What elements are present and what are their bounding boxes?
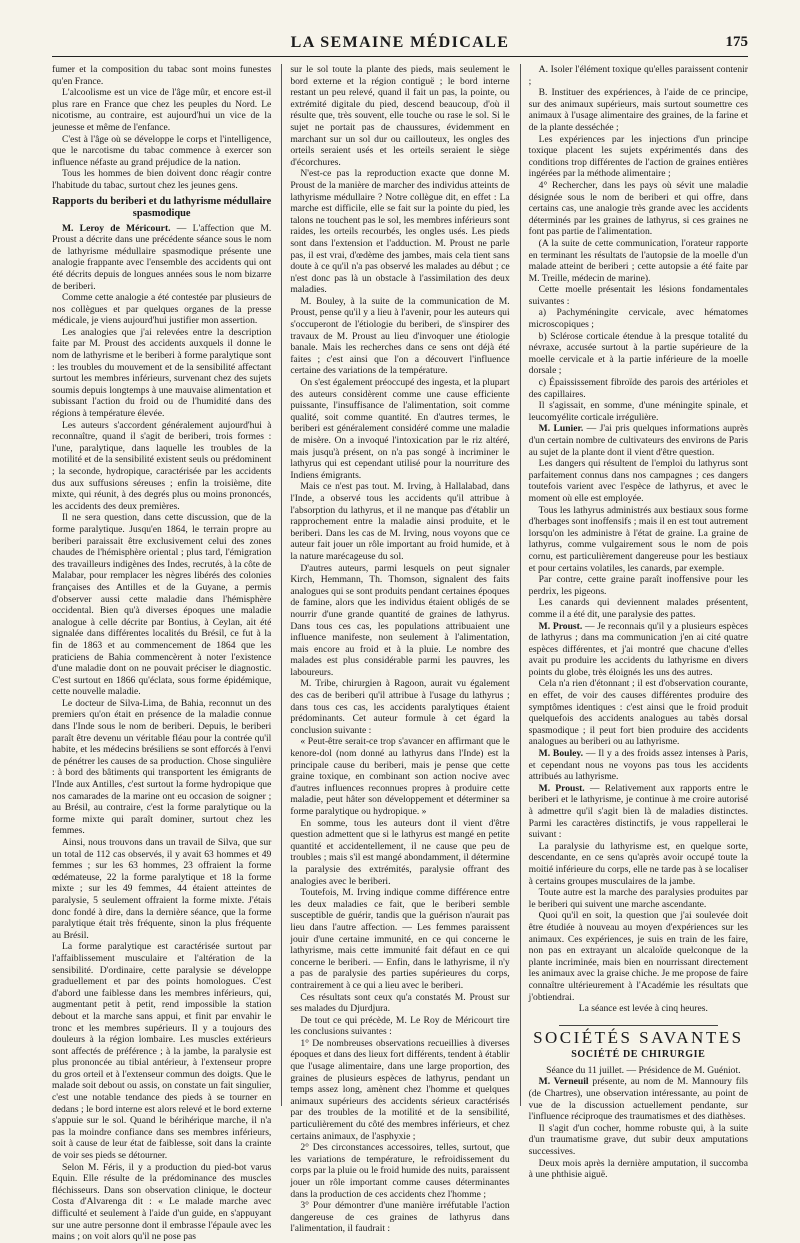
paragraph: Mais ce n'est pas tout. M. Irving, à Hallalabad, dans l'Inde, a observé tous les accidents qu'il attribue à l'absorption du lathyrus, et il ne manque pas d'établir un rapprochement entre la maladie ainsi produite, et le beriberi. Dans les cas de M. Irving, nous voyons que ce auteur fait jouer un rôle important au froid humide, et à la nature marécageuse du sol. xyxy=(290,481,510,562)
paragraph: Il s'agissait, en somme, d'une méningite spinale, et leucomyélite corticale irrégulière. xyxy=(528,400,748,423)
paragraph xyxy=(529,748,748,783)
paragraph: Les canards qui deviennent malades présentent, comme il a été dit, une paralysie des pattes. xyxy=(528,597,748,620)
column-left xyxy=(52,64,272,1243)
speaker-name: M. Proust. xyxy=(538,620,583,632)
paragraph: La forme paralytique est caractérisée surtout par l'affaiblissement musculaire et l'altération de la sensibilité. D'ordinaire, cette paralysie se développe graduellement et par des points homologues. C'est d'abord une faiblesse dans les membres inférieurs, qui, augmentant petit à petit, rend impossible la station debout et la marche sans appui, et finit par envahir le tronc et les membres supérieurs. Il y a toujours des douleurs à la région lombaire. Les muscles extérieurs sont affectés de préférence ; à la jambe, la paralysie est plus prononcée au tibial antérieur, à l'extenseur propre du gros orteil et à l'extenseur commun des doigts. Que le malade soit debout ou assis, on constate un fait singulier, c'est une notable tendance des pieds à se tourner en dedans ; le bord interne est alors relevé et le bord externe s'appuie sur le sol. Quand le bérihérique marche, il n'a pas la moindre confiance dans ses membres inférieurs, soit à cause de leur état de faiblesse, soit dans la crainte de voir ses pieds se détourner. xyxy=(52,941,272,1162)
paragraph: La paralysie du lathyrisme est, en quelque sorte, descendante, en ce sens qu'après avoir occupé toute la moitié inférieure du corps, elle ne tarde pas à se localiser à certains groupes musculaires de la jambe. xyxy=(528,840,748,887)
page-header xyxy=(52,34,748,57)
paragraph: Cette moelle présentait les lésions fondamentales suivantes : xyxy=(528,284,748,307)
society-name: SOCIÉTÉ DE CHIRURGIE xyxy=(571,1049,706,1061)
paragraph: sur le sol toute la plante des pieds, mais seulement le bord externe et la région contiguë ; le bord interne restant un peu relevé, quand il fait un pas, la pointe, ou extrémité digitale du pied, descend beaucoup, d'où il résulte que, très souvent, elle touche ou rase le sol. Si le sujet ne portait pas de chaussures, évidemment en marchant sur un sol dur ou caillouteux, les ongles des orteils seraient usés et les orteils seraient le siège d'écorchures. xyxy=(290,64,510,168)
running-title: LA SEMAINE MÉDICALE xyxy=(290,34,510,51)
text-columns xyxy=(52,64,748,1243)
paragraph: (A la suite de cette communication, l'orateur rapporte en terminant les résultats de l'autopsie de la moelle d'un malade atteint de beriberi ; cette autopsie a été faite par M. Treille, médecin de marine). xyxy=(528,237,748,284)
paragraph: 4° Rechercher, dans les pays où sévit une maladie désignée sous le nom de beriberi et qui offre, dans certains cas, une analogie très grande avec les accidents déterminés par les graines de lathyrus, si ces graines ne font pas partie de l'alimentation. xyxy=(528,179,748,238)
paragraph: Selon M. Féris, il y a production du pied-bot varus Equin. Elle résulte de la prédominance des muscles fléchisseurs. Dans son observation clinique, le docteur Costa d'Alvarenga dit : « Le malade marche avec difficulté et seulement à l'aide d'un guide, en s'appuyant sur une autre personne dont il embrasse l'épaule avec les mains ; on voit alors qu'il ne pose pas xyxy=(52,1161,272,1243)
paragraph-text: — Je reconnais qu'il y a plusieurs espèces de lathyrus ; dans ma communication j'en ai cité quatre espèces différentes, et j'ai montré que chacune d'elles avait pu produire les accidents du lathyrisme en divers points du globe, très éloignés les uns des autres. xyxy=(528,620,748,678)
list-item: a) Pachyméningite cervicale, avec hématomes microscopiques ; xyxy=(528,307,748,331)
paragraph: N'est-ce pas la reproduction exacte que donne M. Proust de la manière de marcher des individus atteints de lathyrisme médullaire ? Notre collègue dit, en effet : La marche est difficile, elle se fait sur la pointe du pied, les talons ne touchent pas le sol, les membres inférieurs sont raides, les orteils recourbés, les ongles usés. Les pieds sont dans l'extension et l'adduction. M. Proust ne parle pas, il est vrai, d'œdème des jambes, mais cela tient sans doute à ce qu'il n'a pas observé les malades au début ; ce n'est donc pas là un obstacle à l'assimilation des deux maladies. xyxy=(290,168,510,296)
paragraph: Tous les hommes de bien doivent donc réagir contre l'habitude du tabac, surtout chez les jeunes gens. xyxy=(52,168,272,191)
paragraph: Les dangers qui résultent de l'emploi du lathyrus sont parfaitement connus dans nos campagnes ; ces dangers toutefois varient avec l'espèce de lathyrus, et avec le moment où elle est employée. xyxy=(528,458,748,504)
paragraph: D'autres auteurs, parmi lesquels on peut signaler Kirch, Hemmann, Th. Thomson, signalent des faits analogues qui se sont produits pendant certaines époques de famine, alors que les individus étaient obligés de se nourrir d'une grande quantité de graines de lathyrus. Dans tous ces cas, les populations attribuaient une influence manifeste, non seulement à l'alimentation, mais encore au froid et à la pluie. Le nombre des malades est plus considérable parmi les pauvres, les laboureurs. xyxy=(290,562,510,678)
paragraph: Comme cette analogie a été contestée par plusieurs de nos collègues et par quelques organes de la presse médicale, je viens aujourd'hui justifier mon assertion. xyxy=(52,292,272,327)
paragraph: Tous les lathyrus administrés aux bestiaux sous forme d'herbages sont inoffensifs ; mais il en est tout autrement lorsqu'on les administre à l'état de graine. La graine de lathyrus, comme vulgairement sous le nom de pois cornu, est particulièrement dangereuse pour les bestiaux et pour certains volatiles, les canards, par exemple. xyxy=(528,504,748,574)
speaker-name: M. Verneuil xyxy=(538,1076,589,1088)
column-middle xyxy=(281,64,510,1235)
session-closing: La séance est levée à cinq heures. xyxy=(578,1003,708,1015)
paragraph: 3° Pour démontrer d'une manière irréfutable l'action dangereuse de ces graines de lathyrus dans l'alimentation, il faudrait : xyxy=(290,1200,510,1235)
speaker-name: M. Lunier. xyxy=(538,423,584,435)
paragraph xyxy=(529,783,748,841)
section-heading: Rapports du beriberi et du lathyrisme médullaire spasmodique xyxy=(52,195,272,219)
paragraph: Les expériences par les injections d'un principe toxique placent les sujets expérimentés dans des conditions trop différentes de l'action de graines entières ingérées par la méthode alimentaire ; xyxy=(528,133,748,180)
paragraph-text: — Il y a des froids assez intenses à Paris, et cependant nous ne voyons pas tous les accidents attribués au lathyrisme. xyxy=(528,748,748,783)
paragraph: Il s'agit d'un cocher, homme robuste qui, à la suite d'un traumatisme grave, dut subir deux amputations successives. xyxy=(528,1122,748,1158)
paragraph-text: — L'affection que M. Proust a décrite dans une précédente séance sous le nom de lathyrisme médullaire spasmodique présente une analogie frappante avec l'ensemble des accidents qui ont été décrits depuis de longues années sous le nom bizarre de beriberi. xyxy=(52,222,272,292)
session-line: Séance du 11 juillet. — Présidence de M. Guéniot. xyxy=(546,1064,741,1076)
paragraph: C'est à l'âge où se développe le corps et l'intelligence, que le narcotisme du tabac commence à exercer son influence néfaste au grand préjudice de la nation. xyxy=(52,133,272,168)
section-divider xyxy=(559,1025,718,1026)
paragraph-text: — Relativement aux rapports entre le beriberi et le lathyrisme, je continue à me croire autorisé à admettre qu'il s'agit bien là de maladies distinctes. Parmi les caractères distinctifs, je vous rappellerai le suivant : xyxy=(528,782,748,841)
paragraph: On s'est également préoccupé des ingesta, et la plupart des auteurs considèrent comme une cause efficiente puissante, l'insuffisance de l'alimentation, soit comme qualité, soit comme quantité. En d'autres termes, le beriberi est généralement considéré comme une maladie de misère. On a invoqué l'intoxication par le riz altéré, mais jusqu'à présent, on n'a pas songé à incriminer le lathyrus qui est cependant utilisé pour la nourriture des Indiens émigrants. xyxy=(290,377,510,481)
paragraph: fumer et la composition du tabac sont moins funestes qu'en France. xyxy=(52,64,272,87)
quotation: « Peut-être serait-ce trop s'avancer en affirmant que le kenore-dol (nom donné au lathyrus dans l'Inde) est la principale cause du beriberi, mais je pense que cette graine toxique, en combinant son action nocive avec d'autres influences reconnues propres à produire cette maladie, peut hâter son développement et déterminer sa forme paralytique ou hydropique. » xyxy=(290,736,510,817)
paragraph: B. Instituer des expériences, à l'aide de ce principe, sur des animaux supérieurs, mais surtout soumettre ces animaux à l'usage alimentaire des graines, de la farine et de la plante desséchée ; xyxy=(528,87,748,133)
paragraph: De tout ce qui précède, M. Le Roy de Méricourt tire les conclusions suivantes : xyxy=(290,1014,510,1038)
paragraph: Les analogies que j'ai relevées entre la description faite par M. Proust des accidents auxquels il donne le nom de lathyrisme et le beriberi à forme paralytique sont : les troubles du mouvement et de la sensibilité affectant surtout les membres inférieurs, survenant chez des sujets soumis depuis longtemps à une mauvaise alimentation et subissant l'action du froid ou de l'humidité dans des régions à température élevée. xyxy=(52,326,272,420)
paragraph: Par contre, cette graine paraît inoffensive pour les perdrix, les pigeons. xyxy=(528,574,748,597)
list-item: b) Sclérose corticale étendue à la presque totalité du névraxe, accusée surtout à la partie supérieure de la moelle cervicale et à la partie inférieure de la moelle dorsale ; xyxy=(528,330,748,377)
paragraph xyxy=(529,1076,748,1122)
speaker-name: M. Bouley. xyxy=(538,748,584,760)
paragraph: 2° Des circonstances accessoires, telles, surtout, que les variations de température, le refroidissement du corps par la pluie ou le froid humide des nuits, paraissent jouer un rôle important comme causes déterminantes dans la production de ces accidents chez l'homme ; xyxy=(290,1142,510,1200)
paragraph: Cela n'a rien d'étonnant ; il est d'observation courante, en effet, de voir des causes différentes produire des symptômes identiques : c'est ainsi que le froid produit quelquefois des accidents analogues au tabès dorsal spasmodique ; il peut fort bien produire des accidents analogues au beriberi ou au lathyrisme. xyxy=(528,678,748,748)
paragraph: Toute autre est la marche des paralysies produites par le beriberi qui suivent une marche ascendante. xyxy=(528,887,748,910)
paragraph xyxy=(52,223,271,293)
paragraph: Quoi qu'il en soit, la question que j'ai soulevée doit être étudiée à nouveau au moyen d'expériences sur les animaux. Ces expériences, je suis en train de les faire, non pas en extrayant un alcaloïde quelconque de la plante incriminée, mais bien en nourrissant directement les animaux avec la graise chiche. Je me propose de faire connaître ultérieurement à l'Académie les résultats que j'obtiendrai. xyxy=(528,910,748,1003)
paragraph: Il ne sera question, dans cette discussion, que de la forme paralytique. Jusqu'en 1864, le terrain propre au beriberi paraissait être exclusivement celui des zones chaudes de l'hémisphère oriental ; plus tard, l'émigration des travailleurs indigènes des Indes, recrutés, à la côte de Malabar, pour remplacer les nègres libérés des colonies françaises des Antilles et de la Guyane, a permis d'observer aussi cette maladie dans l'hémisphère occidental. Bien qu'à diverses époques une maladie analogue à celle décrite par Bontius, à Ceylan, ait été signalée dans différentes localités du Brésil, ce fut à la fin de 1863 et au commencement de 1864 que les praticiens de Bahia commencèrent à noter l'existence d'une maladie dont on ne pouvait préciser le diagnostic. C'est surtout en 1866 qu'éclata, sous forme épidémique, cette nouvelle maladie. xyxy=(52,512,272,698)
paragraph: Ainsi, nous trouvons dans un travail de Silva, que sur un total de 112 cas observés, il y avait 63 hommes et 49 femmes ; sur les 63 hommes, 23 offraient la forme œdémateuse, 22 la forme paralytique et 18 la forme mixte ; sur les 49 femmes, 44 étaient atteintes de paralysie, 5 seulement offraient la forme mixte. J'étais donc fondé à dire, dans la dernière séance, que la forme paralytique était très fréquente, sinon la plus fréquente au Brésil. xyxy=(52,837,272,941)
paragraph: A. Isoler l'élément toxique qu'elles paraissent contenir ; xyxy=(528,64,748,87)
paragraph: Toutefois, M. Irving indique comme différence entre les deux maladies ce fait, que le beriberi semble susceptible de guérir, tandis que la guérison n'aurait pas lieu dans l'autre affection. — Les femmes paraissent jouir d'une certaine immunité, en ce qui concerne le lathyrisme, mais cette immunité fait défaut en ce qui concerne le beriberi. — Enfin, dans le lathyrisme, il n'y a pas de paralysie des parties supérieures du corps, contrairement à ce qui a lieu avec le beriberi. xyxy=(290,887,510,991)
paragraph xyxy=(529,423,748,458)
paragraph: 1° De nombreuses observations recueillies à diverses époques et dans des lieux fort différents, tendent à établir que l'usage alimentaire, dans une large proportion, des graines de plusieurs espèces de lathyrus, pendant un temps assez long, amènent chez l'homme et quelques animaux supérieurs des accidents sérieux caractérisés par des troubles de la motilité et de la sensibilité, particulièrement du côté des membres inférieurs, et chez certains animaux, de l'asphyxie ; xyxy=(290,1037,510,1142)
paragraph: Ces résultats sont ceux qu'a constatés M. Proust sur ses malades du Djurdjura. xyxy=(290,991,510,1015)
speaker-name: M. Leroy de Méricourt. xyxy=(62,222,171,234)
paragraph: Deux mois après la dernière amputation, il succomba à une phthisie aiguë. xyxy=(528,1157,748,1181)
paragraph: L'alcoolisme est un vice de l'âge mûr, et encore est-il plus rare en France que chez les peuples du Nord. Le nicotisme, au contraire, est aujourd'hui un vice de la jeunesse et même de l'enfance. xyxy=(52,87,272,133)
paragraph: Le docteur de Silva-Lima, de Bahia, reconnut un des premiers qu'on était en présence de la maladie connue dans l'Inde sous le nom de beriberi. Depuis, le beriberi paraît être devenu un véritable fléau pour la contrée qu'il habite, et les médecins brésiliens se sont efforcés à l'envi de pénétrer les causes de sa production. Chose singulière : à bord des bâtiments qui transportent les émigrants de l'Inde aux Antilles, c'est surtout la forme hydropique que nos camarades de la marine ont eu occasion de soigner ; au Brésil, au contraire, c'est la forme paralytique ou la forme mixte qui paraît dominer, surtout chez les femmes. xyxy=(52,697,272,837)
paragraph-text: présente, au nom de M. Mannoury fils (de Chartres), une observation intéressante, au point de vue de la discussion actuellement pendante, sur l'influence réciproque des traumatismes et des diathèses. xyxy=(528,1076,748,1123)
paragraph: Les auteurs s'accordent généralement aujourd'hui à reconnaître, quand il s'agit de beriberi, trois formes : l'une, paralytique, dans laquelle les troubles de la motilité et de la sensibilité existent seuls ou prédominent ; la seconde, hydropique, caractérisée par les accidents dus aux suffusions séreuses ; enfin la troisième, dite mixte, qui réunit, à des degrés plus ou moins prononcés, les accidents des deux premières. xyxy=(52,419,272,512)
page-number: 175 xyxy=(725,34,748,50)
column-right xyxy=(520,64,748,1181)
section-title: SOCIÉTÉS SAVANTES xyxy=(533,1027,744,1047)
paragraph: M. Bouley, à la suite de la communication de M. Proust, pense qu'il y a lieu à l'avenir, pour les auteurs qui s'occuperont de l'étiologie du beriberi, de s'inspirer des travaux de M. Proust au lieu d'invoquer une étiologie banale. Mais les recherches dans ce sens ont déjà été faites ; c'est ainsi que l'on a découvert l'influence certaine des variations de la température. xyxy=(290,295,510,377)
paragraph: M. Tribe, chirurgien à Ragoon, aurait vu également des cas de beriberi qu'il attribue à l'usage du lathyrus ; dans tous ces cas, les accidents paralytiques étaient prédominants. Cet auteur formule à cet égard la conclusion suivante : xyxy=(290,678,510,736)
paragraph: En somme, tous les auteurs dont il vient d'être question admettent que si le lathyrus est mangé en petite quantité et accidentellement, il ne cause que peu de troubles ; mais s'il est mangé abondamment, il détermine la paralysie des extrémités, paralysie offrant des analogies avec le beriberi. xyxy=(290,817,510,887)
speaker-name: M. Proust. xyxy=(538,782,585,794)
paragraph xyxy=(529,621,748,679)
list-item: c) Épaississement fibroïde des parois des artérioles et des capillaires. xyxy=(528,377,748,400)
paragraph-text: — J'ai pris quelques informations auprès d'un certain nombre de cultivateurs des environs de Paris au sujet de la plante dont il vient d'être question. xyxy=(528,423,748,458)
